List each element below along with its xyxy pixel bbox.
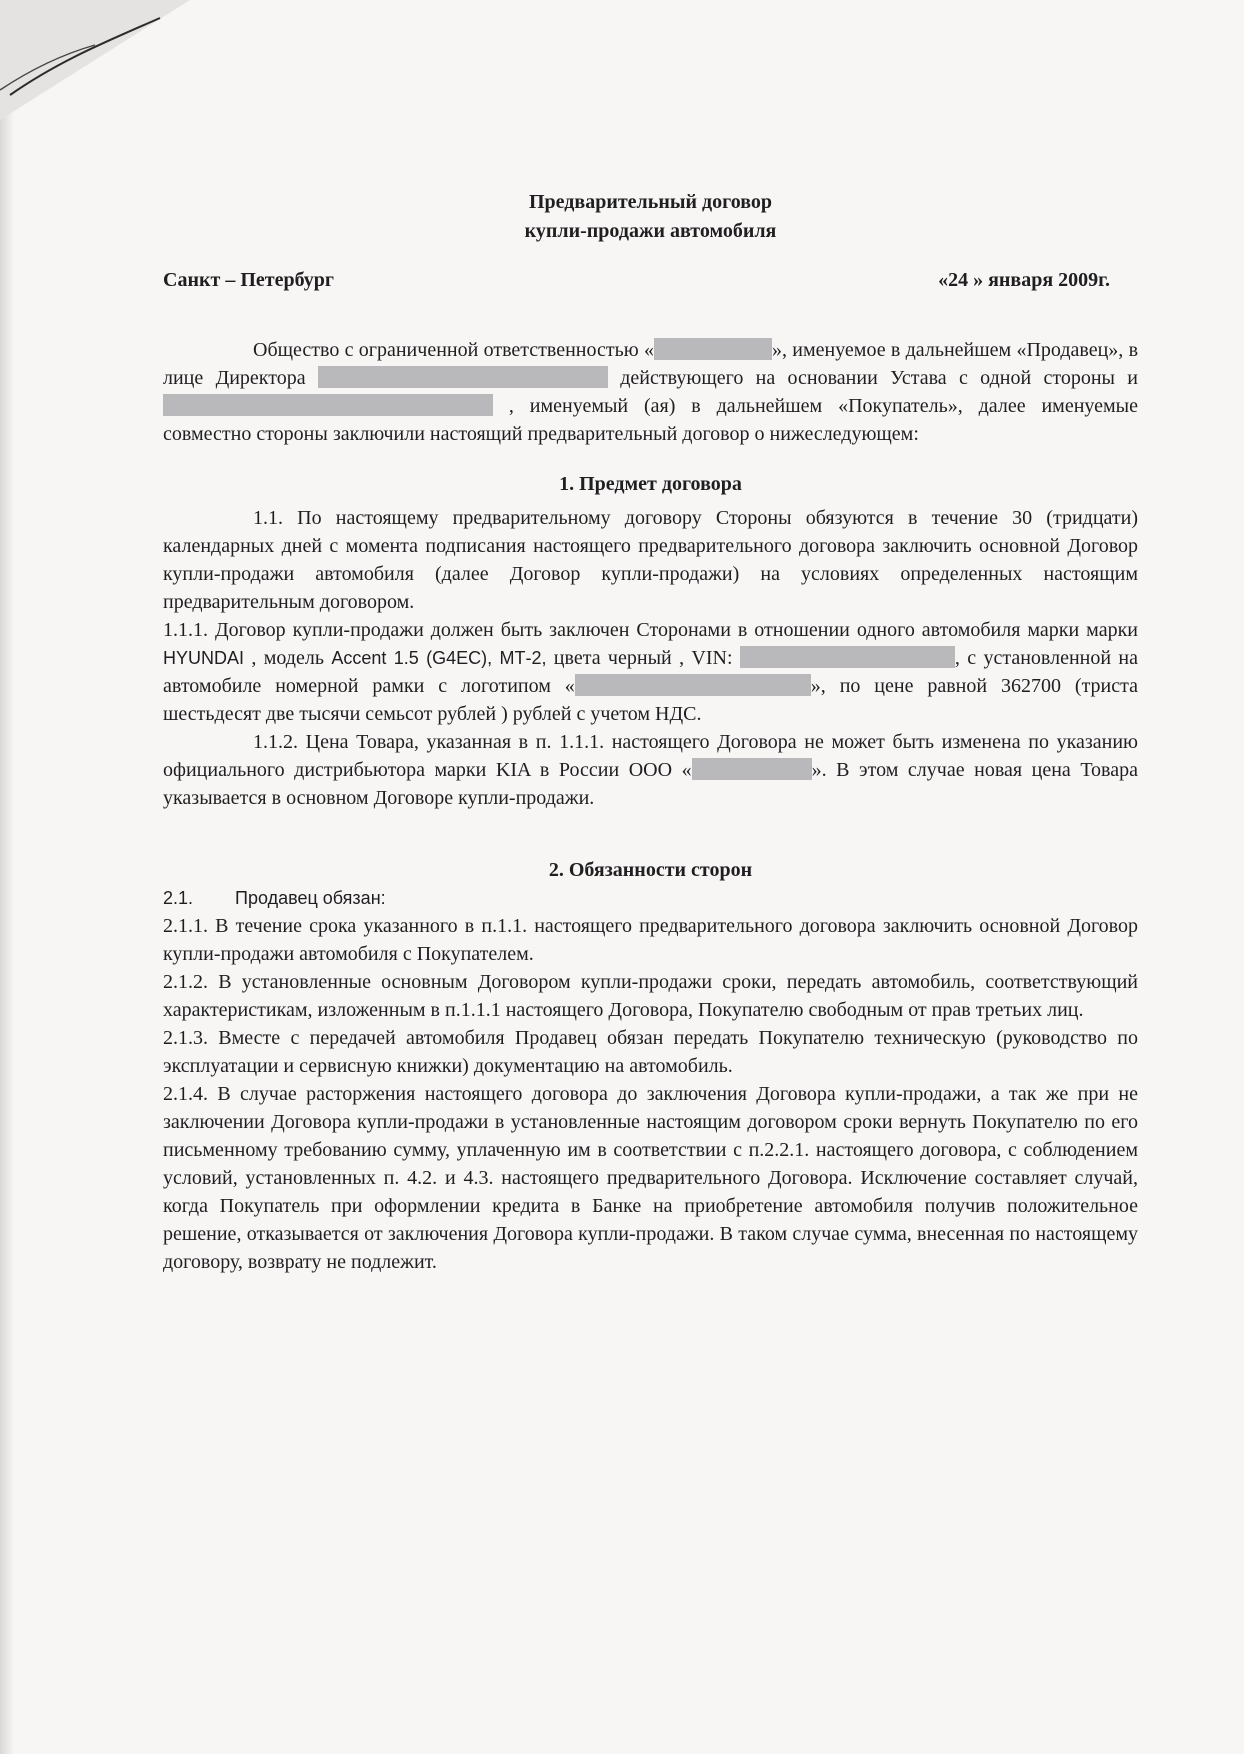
city: Санкт – Петербург <box>163 269 335 291</box>
redacted-vin <box>740 646 955 668</box>
intro-paragraph <box>163 336 1138 448</box>
clause-1-1-2-text-2: ». В этом случае новая цена Товара указывается в основном Договоре купли-продажи. <box>163 759 1138 809</box>
clause-1-1-1-text-1: 1.1.1. Договор купли-продажи должен быть заключен Сторонами в отношении одного автомобиля марки марки <box>163 619 1138 641</box>
intro-text-3: действующего на основании Устава с одной стороны и <box>607 367 1139 389</box>
page-corner-fold <box>0 0 190 120</box>
intro-text-2: », именуемое в дальнейшем «Продавец», в лице Директора <box>163 339 1139 389</box>
redacted-distributor-name <box>692 758 812 780</box>
redacted-company-name <box>654 338 772 360</box>
redacted-director-name <box>318 366 608 388</box>
clause-1-1-2 <box>163 728 1138 812</box>
clause-2-1-2: 2.1.2. В установленные основным Договором купли-продажи сроки, передать автомобиль, соответствующий характеристикам, изложенным в п.1.1.1 настоящего Договора, Покупателю свободным от прав третьих лиц. <box>163 971 1138 1021</box>
scan-edge-shadow <box>0 0 14 1754</box>
section-1-heading: 1. Предмет договора <box>559 473 742 495</box>
clause-2-1-1: 2.1.1. В течение срока указанного в п.1.1. настоящего предварительного договора заключить основной Договор купли-продажи автомобиля с Покупателем. <box>163 915 1138 965</box>
contract-date: «24 » января 2009г. <box>938 269 1110 291</box>
clause-1-1-2-text-1: 1.1.2. Цена Товара, указанная в п. 1.1.1. настоящего Договора не может быть изменена по указанию официального дистрибьютора марки KIA в России ООО « <box>163 731 1138 781</box>
redacted-logo-name <box>575 674 811 696</box>
intro-text-4: , именуемый (ая) в дальнейшем «Покупатель», далее именуемые совместно стороны заключили настоящий предварительный договор о нижеследующем: <box>163 395 1138 445</box>
clause-2-1-number: 2.1. <box>163 888 194 908</box>
place-date-row <box>163 266 1138 294</box>
document-title-line2: купли-продажи автомобиля <box>524 220 777 242</box>
contract-page <box>163 188 1138 1276</box>
clause-1-1: 1.1. По настоящему предварительному договору Стороны обязуются в течение 30 (тридцати) календарных дней с момента подписания настоящего предварительного договора заключить основной Договор купли-продажи автомобиля (далее Договор купли-продажи) на условиях определенных настоящим предварительным договором. <box>163 507 1138 613</box>
clause-2-1-4: 2.1.4. В случае расторжения настоящего договора до заключения Договора купли-продажи, а так же при не заключении Договора купли-продажи в установленные настоящим договором сроки вернуть Покупателю по его письменному требованию сумму, уплаченную им в соответствии с п.2.2.1. настоящего договора, с соблюдением условий, установленных п. 4.2. и 4.3. настоящего предварительного Договора. Исключение составляет случай, когда Покупатель при оформлении кредита в Банке на приобретение автомобиля получив положительное решение, отказывается от заключения Договора купли-продажи. В таком случае сумма, внесенная по настоящему договору, возврату не подлежит. <box>163 1083 1138 1273</box>
redacted-buyer-name <box>163 394 493 416</box>
clause-1-1-1-text-5: », по цене равной 362700 (триста шестьдесят две тысячи семьсот рублей ) рублей с учетом НДС. <box>163 675 1138 725</box>
car-model: Accent 1.5 (G4EC), МТ-2, <box>331 648 547 668</box>
clause-2-1 <box>163 884 1138 912</box>
clause-1-1-1-text-3: цвета черный , VIN: <box>546 647 740 669</box>
section-2-heading: 2. Обязанности сторон <box>548 859 753 881</box>
clause-1-1-1-text-4: , с установленной на автомобиле номерной рамки с логотипом « <box>163 647 1139 697</box>
clause-1-1-1-text-2: , модель <box>244 647 332 669</box>
clause-2-1-text: Продавец обязан: <box>235 888 386 908</box>
clause-1-1-1 <box>163 616 1138 728</box>
car-brand: HYUNDAI <box>163 648 245 668</box>
intro-text-1: Общество с ограниченной ответственностью « <box>253 339 654 361</box>
document-title-line1: Предварительный договор <box>528 191 772 213</box>
clause-2-1-3: 2.1.3. Вместе с передачей автомобиля Продавец обязан передать Покупателю техническую (руководство по эксплуатации и сервисную книжки) документацию на автомобиль. <box>163 1027 1138 1077</box>
